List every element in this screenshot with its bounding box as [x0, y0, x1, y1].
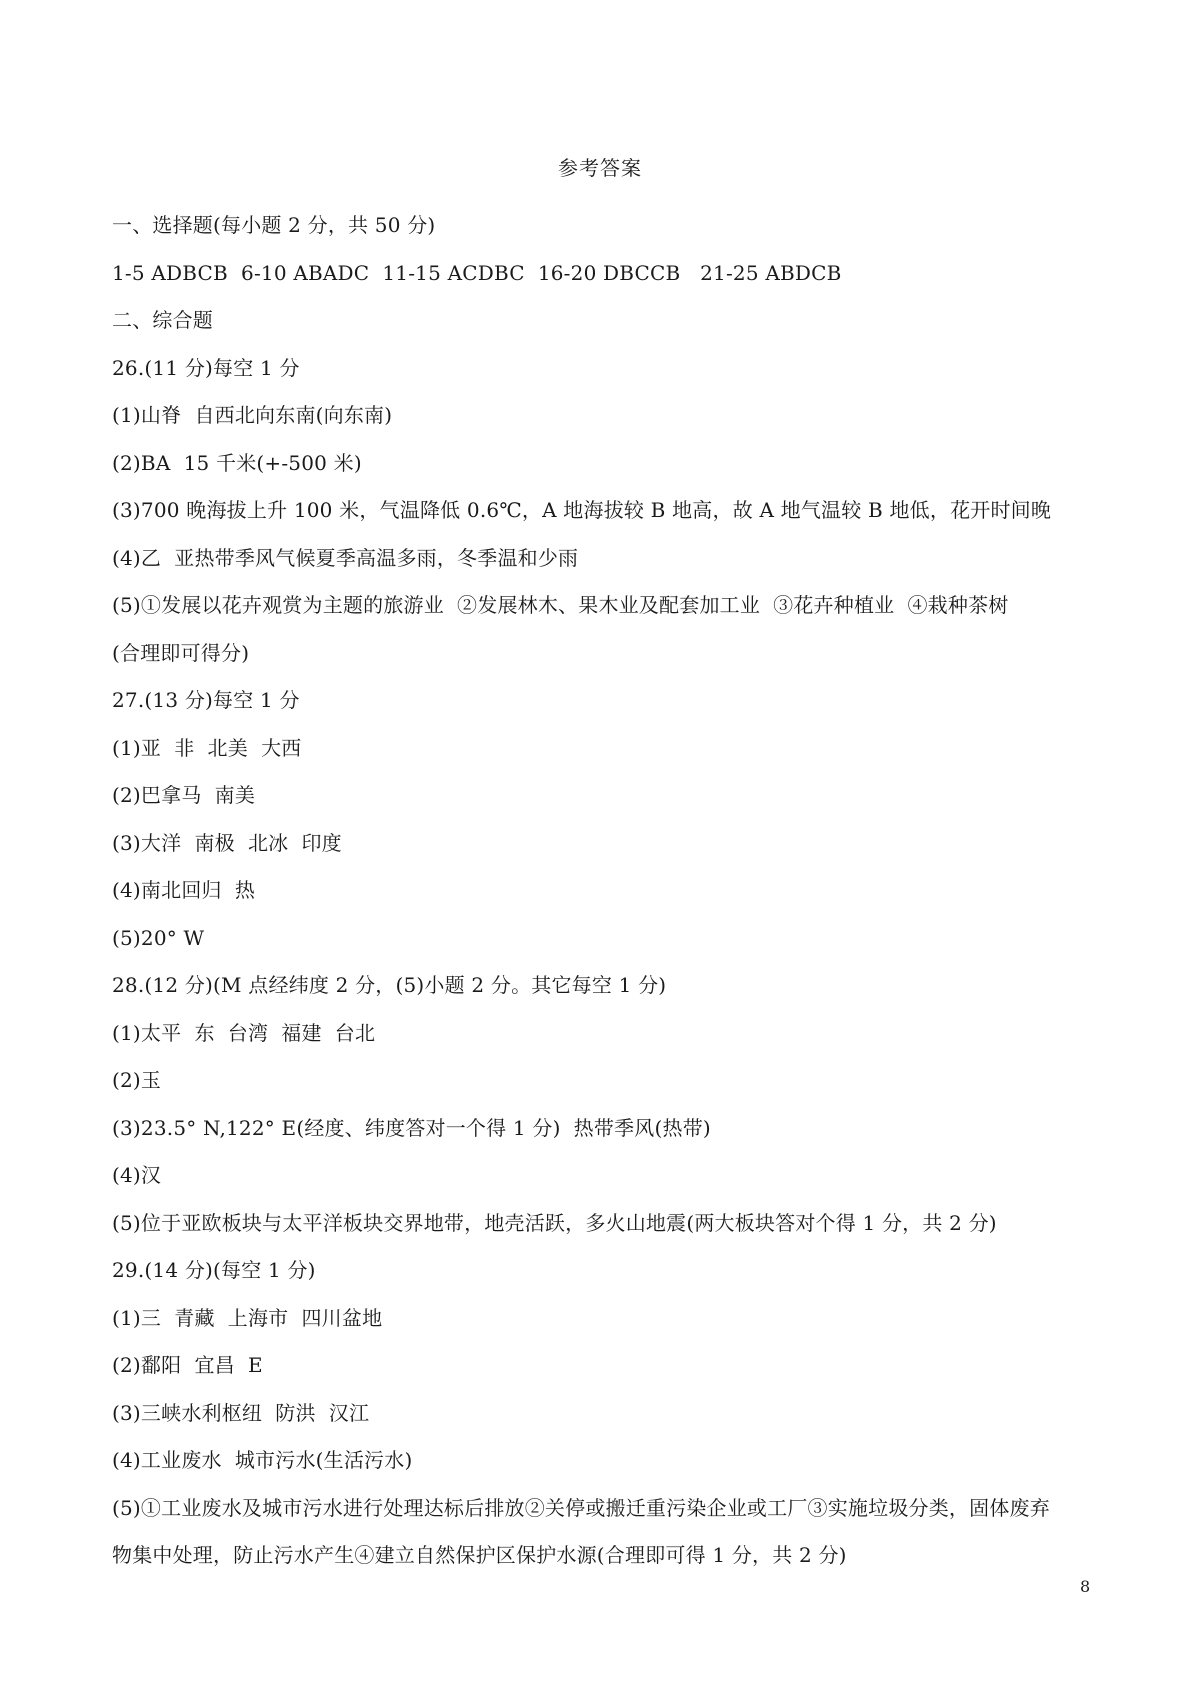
answer-line: 28.(12 分)(M 点经纬度 2 分，(5)小题 2 分。其它每空 1 分) — [112, 973, 667, 997]
page-number: 8 — [1080, 1577, 1091, 1596]
answer-line: (3)23.5° N,122° E(经度、纬度答对一个得 1 分) 热带季风(热带) — [112, 1115, 711, 1140]
answer-line: (3)700 晚海拔上升 100 米，气温降低 0.6℃，A 地海拔较 B 地高，故 A 地气温较 B 地低，花开时间晚 — [112, 498, 1052, 522]
answer-line: (3)大洋 南极 北冰 印度 — [112, 830, 342, 855]
answer-line: (1)太平 东 台湾 福建 台北 — [112, 1020, 376, 1045]
answer-line: 物集中处理，防止污水产生④建立自然保护区保护水源(合理即可得 1 分，共 2 分) — [112, 1543, 847, 1567]
answer-line: 一、选择题(每小题 2 分，共 50 分) — [112, 213, 436, 237]
answer-line: (3)三峡水利枢纽 防洪 汉江 — [112, 1400, 370, 1425]
answer-line: 1-5 ADBCB 6-10 ABADC 11-15 ACDBC 16-20 DBCCB 21-25 ABDCB — [112, 260, 842, 285]
answer-line: (2)鄱阳 宜昌 E — [112, 1353, 263, 1377]
answer-line: (1)三 青藏 上海市 四川盆地 — [112, 1305, 383, 1330]
answer-line: (2)BA 15 千米(+-500 米) — [112, 450, 362, 475]
answer-line: 27.(13 分)每空 1 分 — [112, 688, 300, 712]
answer-lines — [112, 202, 1102, 1580]
answer-line: (2)玉 — [112, 1068, 162, 1092]
answer-line: (2)巴拿马 南美 — [112, 783, 256, 807]
answer-line: (4)汉 — [112, 1163, 162, 1187]
answer-line: (4)工业废水 城市污水(生活污水) — [112, 1448, 413, 1472]
answer-line: (合理即可得分) — [112, 640, 250, 665]
answer-line: (1)亚 非 北美 大西 — [112, 735, 302, 760]
answer-line: 二、综合题 — [112, 308, 213, 332]
answer-line: (5)①发展以花卉观赏为主题的旅游业 ②发展林木、果木业及配套加工业 ③花卉种植业 ④栽种茶树 — [112, 593, 1009, 617]
answer-line: 26.(11 分)每空 1 分 — [112, 355, 300, 380]
answer-line: (5)20° W — [112, 925, 205, 950]
answer-line: (4)乙 亚热带季风气候夏季高温多雨，冬季温和少雨 — [112, 545, 579, 570]
answer-line: (4)南北回归 热 — [112, 878, 256, 902]
document-title: 参考答案 — [558, 156, 642, 180]
answer-line: 29.(14 分)(每空 1 分) — [112, 1258, 316, 1282]
answer-line: (5)①工业废水及城市污水进行处理达标后排放②关停或搬迁重污染企业或工厂③实施垃圾分类，固体废弃 — [112, 1495, 1050, 1520]
answer-line: (1)山脊 自西北向东南(向东南) — [112, 403, 393, 427]
answer-line: (5)位于亚欧板块与太平洋板块交界地带，地壳活跃，多火山地震(两大板块答对个得 1 分，共 2 分) — [112, 1210, 997, 1235]
